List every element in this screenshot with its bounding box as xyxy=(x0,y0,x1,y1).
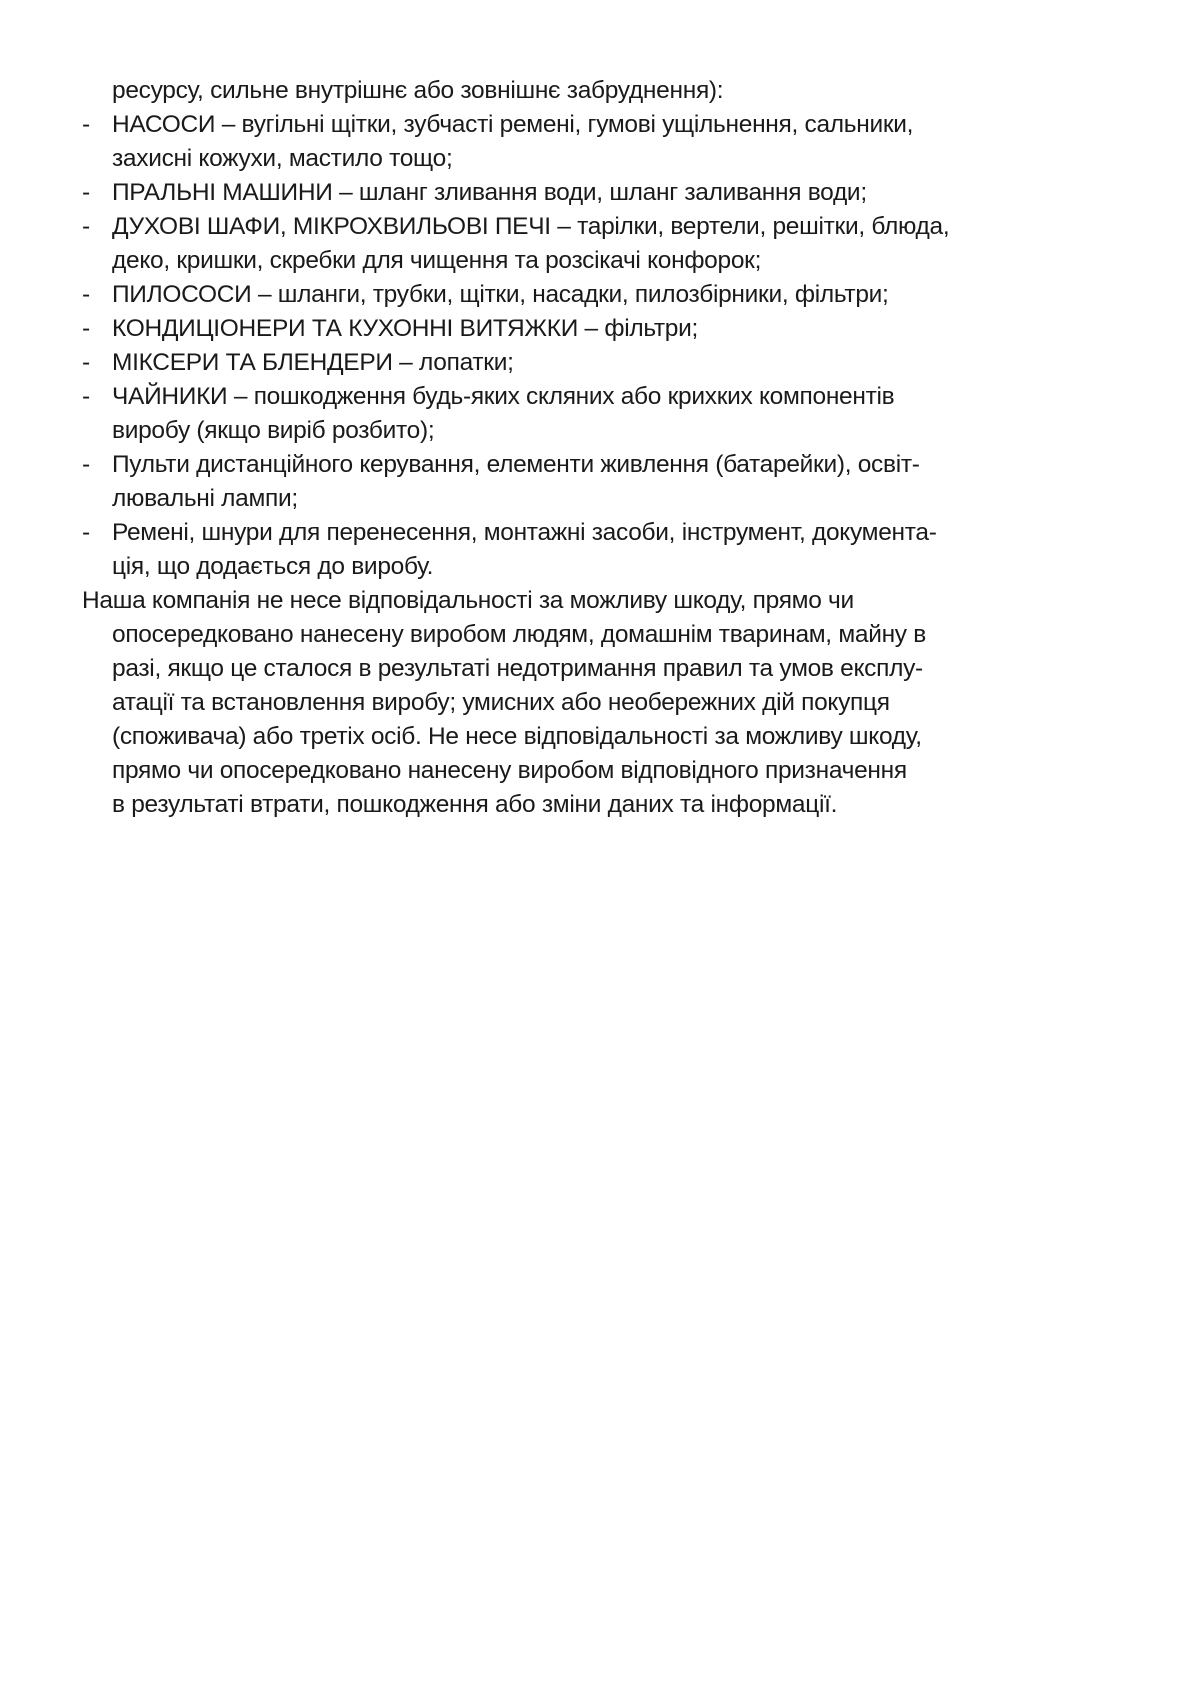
list-marker: - xyxy=(82,179,90,206)
list-item-text: НАСОСИ – вугільні щітки, зубчасті ремені, гумові ущільнення, сальники, xyxy=(112,111,914,138)
list-marker: - xyxy=(82,315,90,342)
list-item xyxy=(82,278,1042,312)
list-item-text: Пульти дистанційного керування, елементи живлення (батарейки), освіт- xyxy=(112,451,920,478)
list-marker: - xyxy=(82,519,90,546)
list-marker: - xyxy=(82,111,90,138)
list-item-text: деко, кришки, скребки для чищення та розсікачі конфорок; xyxy=(112,247,762,274)
paragraph-line: опосередковано нанесену виробом людям, домашнім тваринам, майну в xyxy=(112,621,926,648)
list-item-text: МІКСЕРИ ТА БЛЕНДЕРИ – лопатки; xyxy=(112,349,514,376)
list-marker: - xyxy=(82,281,90,308)
list-item xyxy=(82,346,1042,380)
continuation-line: ресурсу, сильне внутрішнє або зовнішнє забруднення): xyxy=(112,77,724,104)
liability-paragraph xyxy=(82,584,1042,822)
list-item xyxy=(82,516,1042,584)
list-item xyxy=(82,108,1042,176)
list-item-text: лювальні лампи; xyxy=(112,485,298,512)
list-item xyxy=(82,312,1042,346)
list-item-text: ДУХОВІ ШАФИ, МІКРОХВИЛЬОВІ ПЕЧІ – тарілки, вертели, решітки, блюда, xyxy=(112,213,950,240)
list-item-text: ПРАЛЬНІ МАШИНИ – шланг зливання води, шланг заливання води; xyxy=(112,179,867,206)
list-item xyxy=(82,210,1042,278)
paragraph-line: Наша компанія не несе відповідальності за можливу шкоду, прямо чи xyxy=(82,587,854,614)
parts-exclusion-list xyxy=(82,108,1042,584)
list-item-text: ПИЛОСОСИ – шланги, трубки, щітки, насадки, пилозбірники, фільтри; xyxy=(112,281,889,308)
list-item-text: захисні кожухи, мастило тощо; xyxy=(112,145,453,172)
list-item-text: ЧАЙНИКИ – пошкодження будь-яких скляних або крихких компонентів xyxy=(112,383,895,410)
list-item xyxy=(82,448,1042,516)
list-item xyxy=(82,380,1042,448)
list-marker: - xyxy=(82,451,90,478)
paragraph-line: (споживача) або третіх осіб. Не несе відповідальності за можливу шкоду, xyxy=(112,723,922,750)
list-item-text: КОНДИЦІОНЕРИ ТА КУХОННІ ВИТЯЖКИ – фільтри; xyxy=(112,315,699,342)
list-item-text: ція, що додається до виробу. xyxy=(112,553,434,580)
paragraph-line: в результаті втрати, пошкодження або зміни даних та інформації. xyxy=(112,791,838,818)
list-item-text: виробу (якщо виріб розбито); xyxy=(112,417,435,444)
paragraph-line: атації та встановлення виробу; умисних або необережних дій покупця xyxy=(112,689,890,716)
paragraph-line: прямо чи опосередковано нанесену виробом відповідного призначення xyxy=(112,757,907,784)
list-marker: - xyxy=(82,349,90,376)
list-item-text: Ремені, шнури для перенесення, монтажні засоби, інструмент, документа- xyxy=(112,519,937,546)
list-marker: - xyxy=(82,213,90,240)
paragraph-line: разі, якщо це сталося в результаті недотримання правил та умов експлу- xyxy=(112,655,923,682)
list-item xyxy=(82,176,1042,210)
list-marker: - xyxy=(82,383,90,410)
document-text xyxy=(82,74,1042,822)
